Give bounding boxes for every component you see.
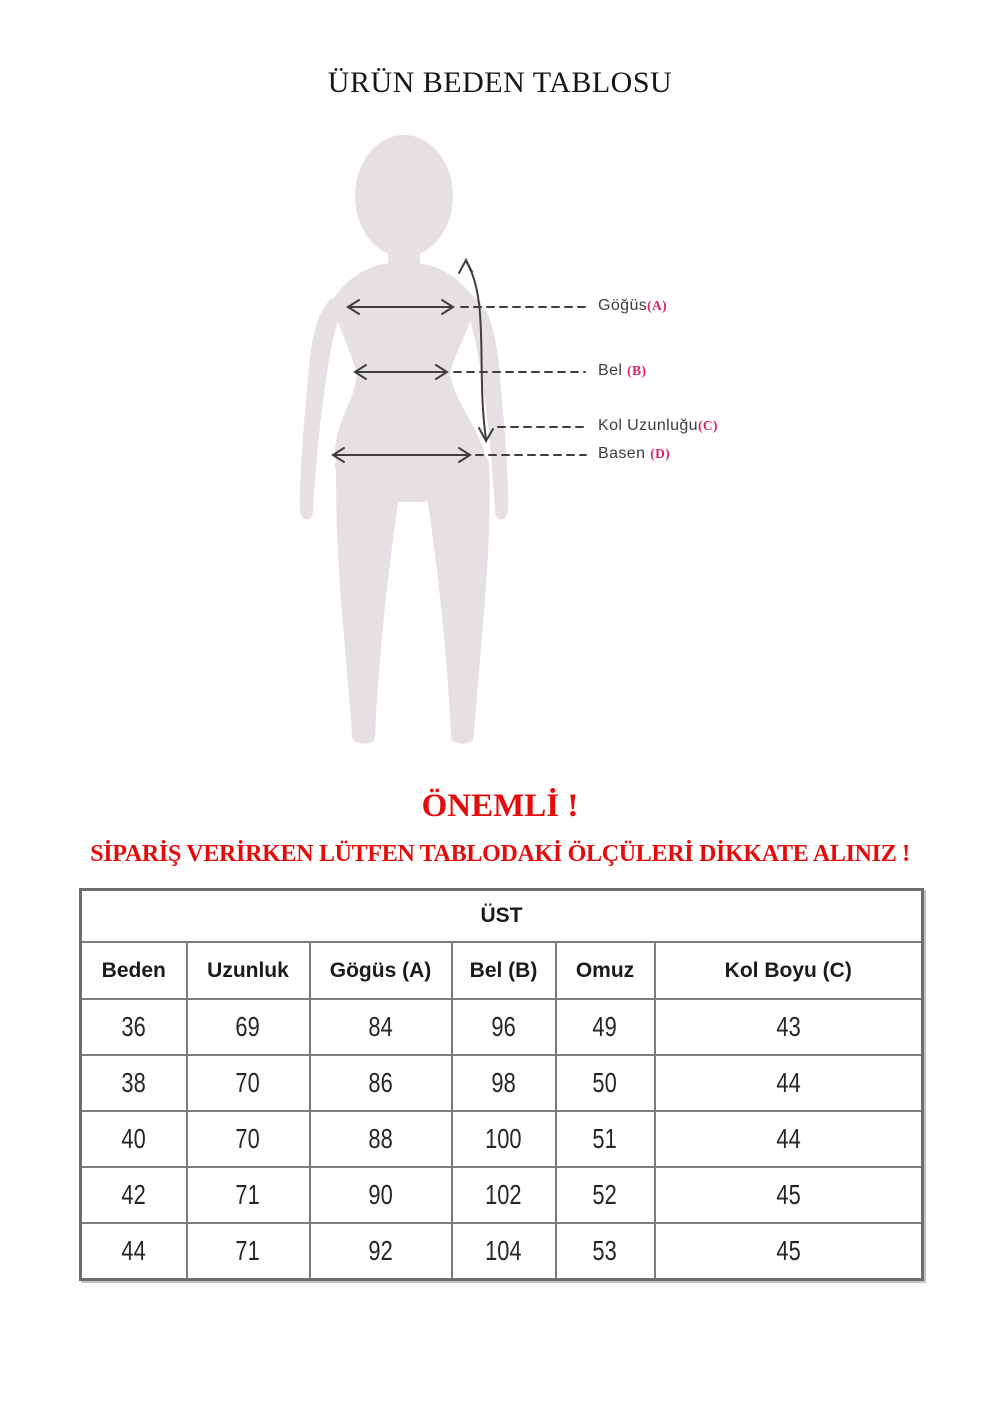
- cell-value: 42: [121, 1179, 146, 1210]
- table-cell: [452, 1055, 556, 1111]
- cell-value: 100: [485, 1123, 522, 1154]
- cell-value: 40: [121, 1123, 146, 1154]
- table-cell: [81, 1055, 187, 1111]
- label-arm-length: [598, 417, 718, 435]
- page-title: ÜRÜN BEDEN TABLOSU: [327, 66, 673, 99]
- cell-value: 86: [368, 1067, 393, 1098]
- cell-value: 51: [592, 1123, 618, 1154]
- table-cell: [655, 999, 923, 1055]
- label-hip-letter: (D): [650, 446, 671, 461]
- cell-value: 88: [368, 1123, 393, 1154]
- cell-value: 36: [121, 1011, 146, 1042]
- label-hip: [598, 445, 670, 463]
- cell-value: 70: [235, 1067, 261, 1098]
- cell-value: 45: [776, 1179, 801, 1210]
- cell-value: 92: [368, 1235, 393, 1266]
- cell-value: 49: [592, 1011, 618, 1042]
- col-header-beden: Beden: [81, 942, 187, 999]
- table-row: [81, 1055, 923, 1111]
- col-header-uzunluk: Uzunluk: [187, 942, 310, 999]
- table-row: [81, 1111, 923, 1167]
- cell-value: 45: [776, 1235, 801, 1266]
- table-cell: [310, 1223, 452, 1280]
- table-cell: [556, 1111, 655, 1167]
- label-hip-text: Basen: [598, 445, 651, 462]
- silhouette-shape: [300, 135, 509, 744]
- cell-value: 71: [235, 1235, 261, 1266]
- size-table-body: [81, 999, 923, 1280]
- cell-value: 71: [235, 1179, 261, 1210]
- table-cell: [81, 999, 187, 1055]
- table-cell: [452, 1223, 556, 1280]
- table-cell: [655, 1167, 923, 1223]
- col-header-bel: Bel (B): [452, 942, 556, 999]
- cell-value: 44: [121, 1235, 146, 1266]
- cell-value: 44: [776, 1123, 801, 1154]
- label-waist-text: Bel: [598, 362, 628, 379]
- table-cell: [452, 1167, 556, 1223]
- table-cell: [655, 1111, 923, 1167]
- cell-value: 96: [491, 1011, 516, 1042]
- table-cell: [310, 1055, 452, 1111]
- table-cell: [187, 1111, 310, 1167]
- cell-value: 53: [592, 1235, 618, 1266]
- cell-value: 90: [368, 1179, 393, 1210]
- table-cell: [310, 1167, 452, 1223]
- important-heading: ÖNEMLİ !: [421, 788, 579, 824]
- table-cell: [310, 999, 452, 1055]
- label-arm-length-text: Kol Uzunluğu: [598, 417, 698, 434]
- table-cell: [187, 1055, 310, 1111]
- cell-value: 43: [776, 1011, 801, 1042]
- table-cell: [81, 1111, 187, 1167]
- table-cell: [452, 999, 556, 1055]
- label-waist: [598, 362, 646, 380]
- cell-value: 69: [235, 1011, 261, 1042]
- table-cell: [310, 1111, 452, 1167]
- cell-value: 38: [121, 1067, 146, 1098]
- label-chest: [598, 297, 667, 315]
- cell-value: 102: [485, 1179, 522, 1210]
- table-cell: [556, 999, 655, 1055]
- table-cell: [81, 1223, 187, 1280]
- label-waist-letter: (B): [627, 363, 647, 378]
- label-chest-letter: (A): [647, 298, 668, 313]
- table-cell: [655, 1055, 923, 1111]
- table-cell: [81, 1167, 187, 1223]
- cell-value: 44: [776, 1067, 801, 1098]
- col-header-gogus: Gögüs (A): [310, 942, 452, 999]
- col-header-omuz: Omuz: [556, 942, 655, 999]
- table-cell: [556, 1223, 655, 1280]
- cell-value: 50: [592, 1067, 618, 1098]
- cell-value: 52: [592, 1179, 618, 1210]
- label-arm-length-letter: (C): [697, 418, 718, 433]
- table-group-header: ÜST: [81, 890, 923, 943]
- cell-value: 104: [485, 1235, 522, 1266]
- cell-value: 70: [235, 1123, 261, 1154]
- table-cell: [556, 1055, 655, 1111]
- table-row: [81, 1167, 923, 1223]
- table-cell: [187, 1167, 310, 1223]
- table-row: [81, 999, 923, 1055]
- table-cell: [187, 999, 310, 1055]
- table-header-row: [81, 942, 923, 999]
- table-group-row: [81, 890, 923, 943]
- col-header-kol-boyu: Kol Boyu (C): [655, 942, 923, 999]
- cell-value: 98: [491, 1067, 516, 1098]
- table-cell: [556, 1167, 655, 1223]
- table-cell: [655, 1223, 923, 1280]
- cell-value: 84: [368, 1011, 393, 1042]
- table-row: [81, 1223, 923, 1280]
- table-cell: [452, 1111, 556, 1167]
- label-chest-text: Göğüs: [598, 297, 648, 314]
- table-cell: [187, 1223, 310, 1280]
- size-table: [79, 888, 924, 1281]
- order-warning-text: SİPARİŞ VERİRKEN LÜTFEN TABLODAKİ ÖLÇÜLERİ DİKKATE ALINIZ !: [90, 841, 910, 867]
